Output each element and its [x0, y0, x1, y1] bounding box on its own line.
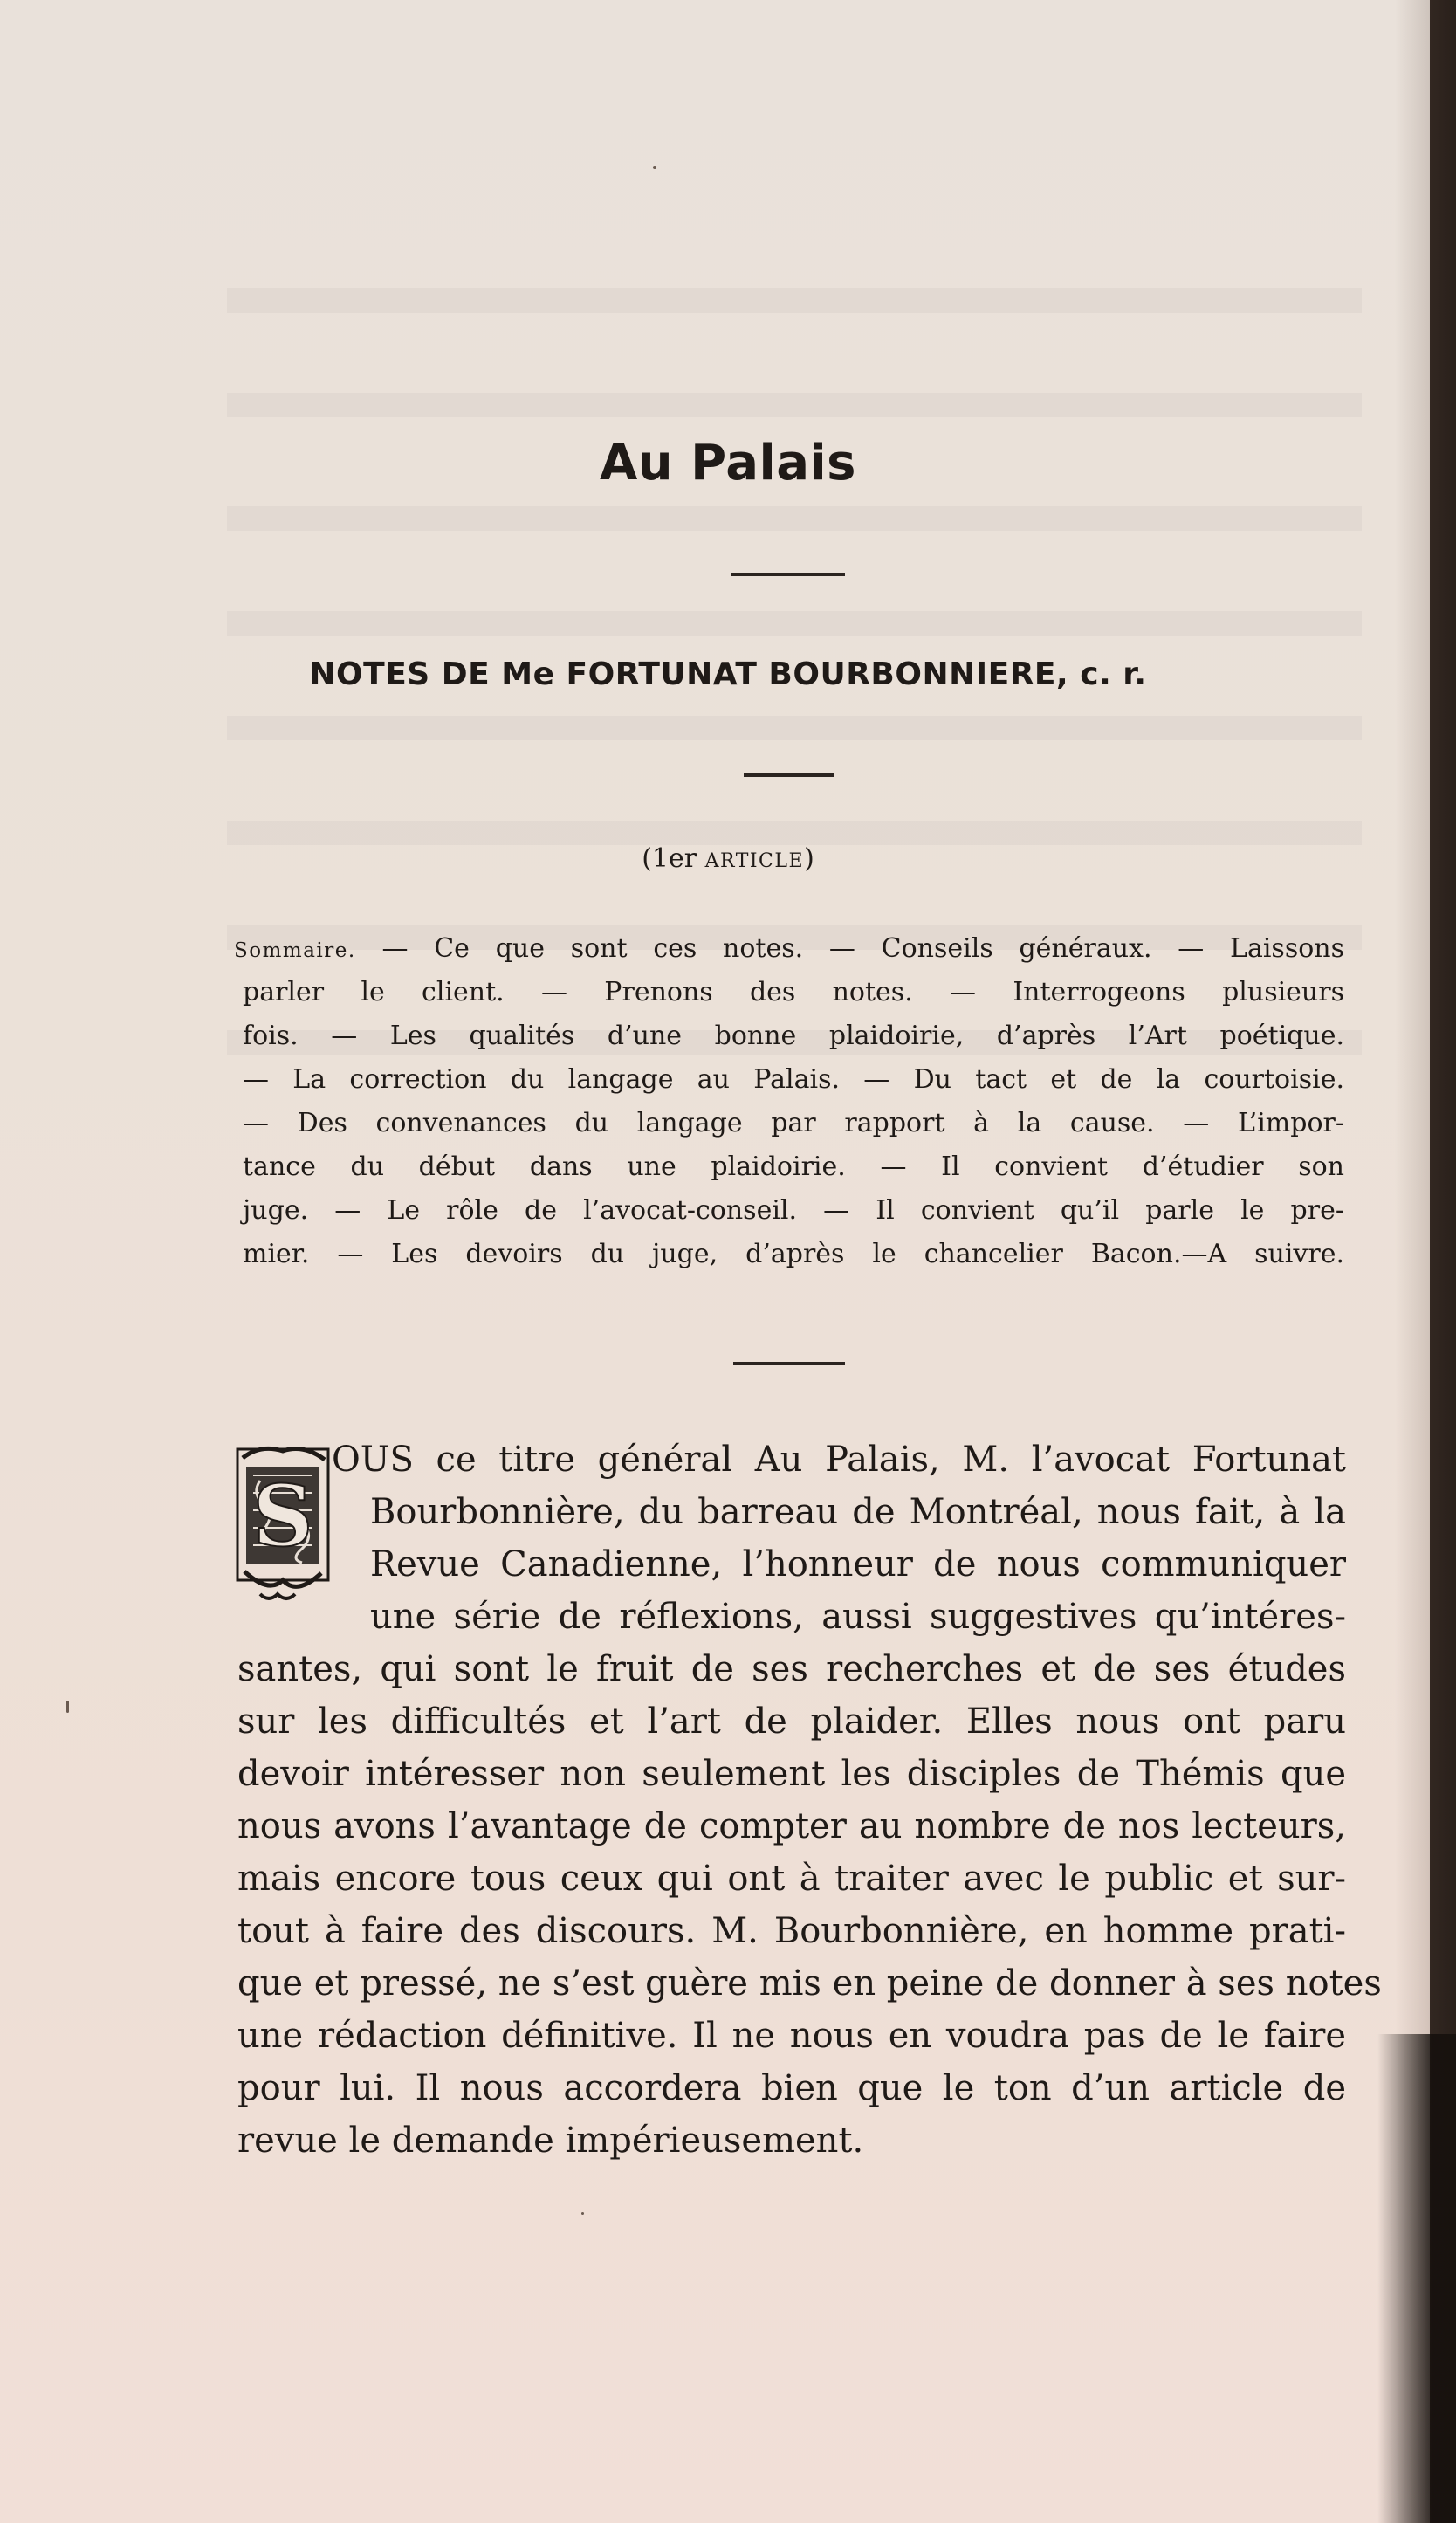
body-line: Revue Canadienne, l’honneur de nous communiquer	[370, 1544, 1346, 1585]
summary-line: mier. — Les devoirs du juge, d’après le chancelier Bacon.—A suivre.	[243, 1239, 1344, 1269]
body-line: une rédaction définitive. Il ne nous en voudra pas de le faire	[237, 2016, 1346, 2056]
subtitle-rule	[744, 773, 834, 777]
article-number	[0, 843, 1456, 874]
summary-line: fois. — Les qualités d’une bonne plaidoirie, d’après l’Art poétique.	[243, 1021, 1344, 1051]
paper-speck	[581, 2212, 584, 2215]
dropcap-letter: S	[252, 1467, 313, 1565]
body-line: que et pressé, ne s’est guère mis en peine de donner à ses notes	[237, 1963, 1382, 2004]
article-subtitle: NOTES DE Me FORTUNAT BOURBONNIERE, c. r.	[309, 657, 1147, 692]
book-binding-shadow	[1377, 2034, 1456, 2523]
body-line: nous avons l’avantage de compter au nombre de nos lecteurs,	[237, 1806, 1346, 1846]
body-line: Bourbonnière, du barreau de Montréal, nous fait, à la	[370, 1492, 1346, 1532]
article-close: )	[804, 843, 814, 874]
summary-block	[234, 927, 1344, 1276]
summary-line: parler le client. — Prenons des notes. — Interrogeons plusieurs	[243, 977, 1344, 1007]
page-title: Au Palais	[599, 435, 857, 492]
summary-line: juge. — Le rôle de l’avocat-conseil. — Il convient qu’il parle le pre-	[243, 1195, 1344, 1226]
article-label: ARTICLE	[704, 850, 805, 872]
body-line: sur les difficultés et l’art de plaider. Elles nous ont paru	[237, 1701, 1346, 1742]
summary-line: tance du début dans une plaidoirie. — Il convient d’étudier son	[243, 1152, 1344, 1182]
body-line: devoir intéresser non seulement les disciples de Thémis que	[237, 1754, 1346, 1794]
summary-line: Sommaire. — Ce que sont ces notes. — Conseils généraux. — Laissons	[234, 933, 1344, 964]
summary-label: Sommaire.	[234, 939, 356, 962]
article-open: (1er	[642, 843, 705, 874]
paper-speck	[66, 1701, 69, 1713]
body-line: revue le demande impérieusement.	[237, 2121, 864, 2161]
section-rule	[733, 1362, 845, 1365]
body-line: mais encore tous ceux qui ont à traiter avec le public et sur-	[237, 1859, 1346, 1899]
body-line: pour lui. Il nous accordera bien que le ton d’un article de	[237, 2068, 1346, 2108]
summary-line: — La correction du langage au Palais. — Du tact et de la courtoisie.	[243, 1064, 1344, 1095]
body-line: une série de réflexions, aussi suggestives qu’intéres-	[370, 1597, 1346, 1637]
body-line: santes, qui sont le fruit de ses recherches et de ses études	[237, 1649, 1346, 1689]
title-rule	[731, 573, 845, 576]
body-line: OUS ce titre général Au Palais, M. l’avocat Fortunat	[332, 1440, 1346, 1480]
paper-speck	[653, 166, 656, 169]
summary-line: — Des convenances du langage par rapport à la cause. — L’impor-	[243, 1108, 1344, 1138]
body-paragraph	[237, 1433, 1382, 2167]
body-line: tout à faire des discours. M. Bourbonnière, en homme prati-	[237, 1911, 1346, 1951]
